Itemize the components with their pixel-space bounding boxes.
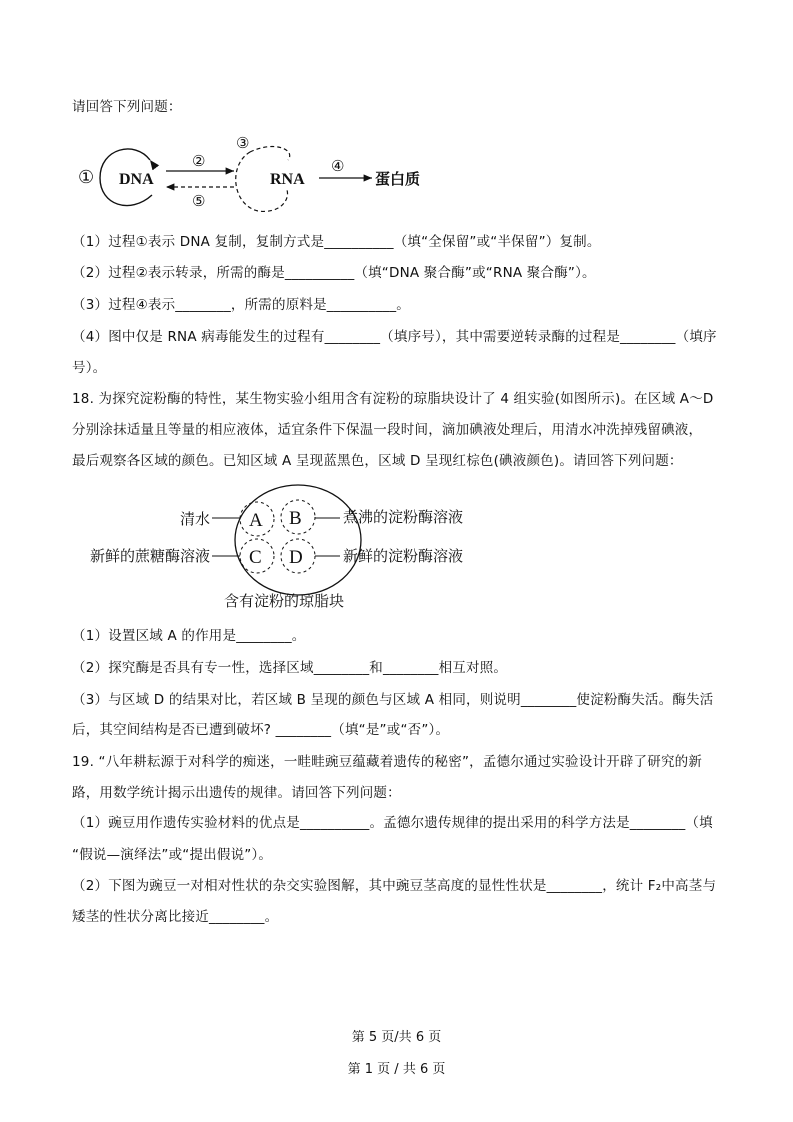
q19-line-2: 路，用数学统计揭示出遗传的规律。请回答下列问题： [72,785,401,801]
q19-line-3: （1）豌豆用作遗传实验材料的优点是__________。孟德尔遗传规律的提出采用的科学方法是________（填 [72,815,713,831]
q17-line-1: （1）过程①表示 DNA 复制，复制方式是__________（填“全保留”或“半保留”）复制。 [72,234,601,250]
region-d-letter: D [289,547,303,568]
q18-line-4: 后，其空间结构是否已遭到破坏? ________（填“是”或“否”）。 [72,722,450,738]
intro-text: 请回答下列问题： [72,99,182,115]
q18-stem-1: 18. 为探究淀粉酶的特性，某生物实验小组用含有淀粉的琼脂块设计了 4 组实验(如图所示)。在区域 A～D [72,391,714,407]
q18-stem-3: 最后观察各区域的颜色。已知区域 A 呈现蓝黑色，区域 D 呈现红棕色(碘液颜色)。请回答下列问题： [72,453,683,469]
q19-line-6: 矮茎的性状分离比接近________。 [72,909,279,925]
q17-line-3: （3）过程④表示________，所需的原料是__________。 [72,297,410,313]
agar-block [235,485,361,595]
label-water: 清水 [179,512,210,528]
central-dogma-diagram [0,125,460,220]
region-a-letter: A [249,510,263,531]
q19-line-4: “假说—演绎法”或“提出假说”）。 [72,847,273,863]
region-c-letter: C [249,547,262,568]
q19-line-1: 19. “八年耕耘源于对科学的痴迷，一畦畦豌豆蕴藏着遗传的秘密”，孟德尔通过实验设计开辟了研究的新 [72,754,703,770]
q18-stem-2: 分别涂抹适量且等量的相应液体，适宜条件下保温一段时间，滴加碘液处理后，用清水冲洗掉残留碘液， [72,422,703,438]
dna-label: DNA [119,171,154,188]
outer-page-number: 第 1 页 / 共 6 页 [347,1062,446,1077]
region-b-letter: B [289,508,302,529]
protein-label: 蛋白质 [375,172,421,188]
q17-line-4: （4）图中仅是 RNA 病毒能发生的过程有________（填序号），其中需要逆转录酶的过程是________（填序 [72,329,717,345]
inner-page-number: 第 5 页/共 6 页 [351,1030,442,1045]
label-fresh-amylase: 新鲜的淀粉酶溶液 [343,549,464,565]
process-5-label: ⑤ [192,194,206,210]
process-4-label: ④ [331,159,345,175]
q18-line-3: （3）与区域 D 的结果对比，若区域 B 呈现的颜色与区域 A 相同，则说明________使淀粉酶失活。酶失活 [72,692,714,708]
process-1-label: ① [78,167,95,187]
process-2-label: ② [192,154,206,170]
agar-block-diagram [0,475,500,615]
q17-line-2: （2）过程②表示转录，所需的酶是__________（填“DNA 聚合酶”或“RNA 聚合酶”）。 [72,265,596,281]
label-sucrase: 新鲜的蔗糖酶溶液 [89,549,210,565]
q18-line-1: （1）设置区域 A 的作用是________。 [72,628,306,644]
q17-line-5: 号）。 [72,360,107,376]
q18-line-2: （2）探究酶是否具有专一性，选择区域________和________相互对照。 [72,660,508,676]
label-boiled-amylase: 煮沸的淀粉酶溶液 [343,510,464,526]
process-3-label: ③ [236,136,250,152]
rna-label: RNA [270,171,305,188]
q19-line-5: （2）下图为豌豆一对相对性状的杂交实验图解，其中豌豆茎高度的显性性状是________，统计 F₂中高茎与 [72,878,717,894]
diagram-caption: 含有淀粉的琼脂块 [223,594,345,610]
